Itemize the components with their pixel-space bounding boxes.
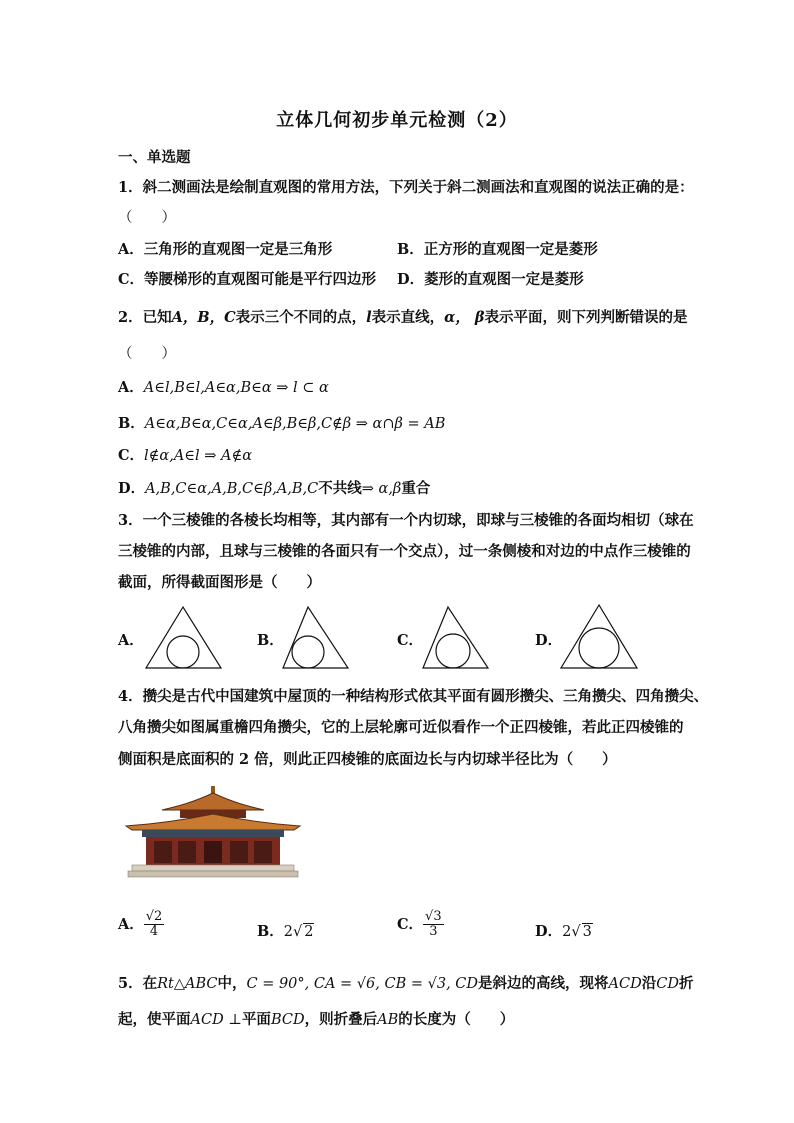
- q2-stem-pre: 2．已知: [118, 309, 172, 326]
- q4-option-d: D．2√ 3: [535, 923, 592, 940]
- door-5: [254, 841, 272, 863]
- q1-stem: [118, 176, 694, 197]
- triangle-shape: [561, 605, 637, 668]
- q1-stem-text: 1．斜二测画法是绘制直观图的常用方法，下列关于斜二测画法和直观图的说法正确的是：: [118, 179, 694, 196]
- q4-option-b: B．2√ 2: [257, 923, 314, 940]
- q5-post: 是斜边的高线，现将: [478, 975, 609, 992]
- q1-option-b: B．正方形的直观图一定是菱形: [397, 241, 598, 258]
- q4-line3: 侧面积是底面积的 2 倍，则此正四棱锥的底面边长与内切球半径比为（ ）: [118, 751, 617, 768]
- q4-option-b-coef: 2: [283, 924, 293, 940]
- q4-option-d-coef: 2: [562, 924, 572, 940]
- q4-option-c-fraction: [423, 910, 444, 940]
- q2-line-l: l: [366, 309, 372, 326]
- q3-option-c-label: C．: [397, 632, 424, 649]
- q4-option-c-label: C．: [397, 915, 424, 933]
- q2-stem-mid: 表示三个不同的点，: [235, 309, 367, 326]
- q5-line2-post: ，则折叠后: [304, 1011, 378, 1028]
- q1-paren: （ ）: [118, 210, 176, 226]
- q4-option-a: [118, 910, 164, 940]
- pavilion-photo: [124, 786, 302, 878]
- q3-option-b-label: B．: [257, 632, 284, 649]
- q5-triangle: Rt△ABC: [157, 976, 218, 992]
- q4-line1: 4．攒尖是古代中国建筑中屋顶的一种结构形式依其平面有圆形攒尖、三角攒尖、四角攒尖、: [118, 688, 709, 705]
- q4-option-d-radicand: 3: [582, 924, 592, 940]
- q2-stem-post: 表示平面，则下列判断错误的是: [484, 309, 688, 326]
- q2-option-d-math: A,B,C∈α,A,B,C∈β,A,B,C: [145, 481, 319, 497]
- q2-option-d-math2: ⇒ α,β: [361, 481, 402, 497]
- q2-option-c-label: C．: [118, 447, 145, 464]
- q2-stem: [118, 306, 688, 327]
- q4-option-b-radicand: 2: [304, 924, 314, 940]
- q4-option-a-fraction: [144, 910, 165, 940]
- q4-option-b-label: B．: [257, 923, 284, 940]
- door-4: [230, 841, 248, 863]
- door-2: [178, 841, 196, 863]
- q1-option-a: A．三角形的直观图一定是三角形: [118, 241, 333, 258]
- q2-option-c: [118, 444, 252, 465]
- q3-option-d-figure: [559, 603, 641, 671]
- upper-roof: [162, 793, 264, 810]
- q2-option-d-label: D．: [118, 480, 146, 497]
- q3-option-d-label: D．: [535, 632, 563, 649]
- q5-line1: [118, 972, 693, 993]
- triangle-shape: [146, 607, 221, 668]
- q3-line3: 截面，所得截面图形是（ ）: [118, 574, 321, 591]
- q2-points: A，B，C: [171, 309, 236, 326]
- door-3: [204, 841, 222, 863]
- q4-option-a-label: A．: [118, 915, 144, 933]
- q2-option-d-text2: 重合: [401, 480, 431, 497]
- q2-option-b-math: A∈α,B∈α,C∈α,A∈β,B∈β,C∉β ⇒ α∩β = AB: [144, 416, 446, 432]
- q5-mid: 中，: [217, 975, 247, 992]
- q3-line1: 3．一个三棱锥的各棱长均相等，其内部有一个内切球，即球与三棱锥的各面均相切（球在: [118, 512, 694, 529]
- q2-option-d-text: 不共线: [318, 480, 362, 497]
- q5-cd: CD: [656, 976, 679, 992]
- q5-line2-pre: 起，使平面: [118, 1011, 191, 1028]
- q4-option-c: [397, 910, 444, 940]
- q2-option-d: [118, 477, 430, 498]
- q5-pre: 5．在: [118, 975, 158, 992]
- eave-bracket: [142, 830, 284, 837]
- q3-option-c-figure: [421, 605, 491, 671]
- q3-option-a-label: A．: [118, 632, 144, 649]
- q5-conditions: C = 90°, CA = √6, CB = √3, CD: [246, 976, 479, 992]
- q1-option-c: C．等腰梯形的直观图可能是平行四边形: [118, 271, 377, 288]
- q5-plane2: BCD: [270, 1012, 305, 1028]
- door-1: [154, 841, 172, 863]
- q5-line2: [118, 1008, 514, 1029]
- fraction-denominator: 4: [149, 924, 159, 940]
- page-title: 立体几何初步单元检测（2）: [276, 110, 518, 131]
- q3-option-a-figure: [144, 605, 224, 671]
- q2-option-a: [118, 376, 329, 397]
- stone-platform: [132, 865, 294, 871]
- q4-option-d-label: D．: [535, 923, 563, 940]
- q3-line2: 三棱锥的内部，且球与三棱锥的各面只有一个交点），过一条侧棱和对边的中点作三棱锥的: [118, 543, 691, 560]
- q5-plane1: ACD ⊥: [190, 1012, 242, 1028]
- q5-along: 沿: [641, 975, 657, 992]
- inscribed-circle: [579, 628, 619, 668]
- q3-option-b-figure: [281, 605, 351, 671]
- stone-base: [128, 871, 298, 877]
- q2-option-b-label: B．: [118, 415, 145, 432]
- q2-planes: α， β: [444, 309, 485, 326]
- inscribed-circle: [167, 636, 199, 668]
- q2-stem-mid2: 表示直线，: [371, 309, 445, 326]
- fraction-numerator: √2: [145, 909, 163, 924]
- inscribed-circle: [292, 636, 324, 668]
- q2-option-c-math: l∉α,A∈l ⇒ A∉α: [144, 448, 253, 464]
- q1-option-d: D．菱形的直观图一定是菱形: [397, 271, 584, 288]
- section-heading: 一、单选题: [118, 149, 191, 166]
- q5-ab: AB: [377, 1012, 399, 1028]
- fraction-denominator: 3: [429, 924, 438, 940]
- lower-roof: [126, 814, 300, 830]
- inscribed-circle: [436, 634, 470, 668]
- triangle-shape: [423, 607, 488, 668]
- q2-option-a-math: A∈l,B∈l,A∈α,B∈α ⇒ l ⊂ α: [143, 380, 329, 396]
- q2-option-b: [118, 412, 445, 433]
- q5-acd: ACD: [608, 976, 642, 992]
- q5-fold: 折: [678, 975, 694, 992]
- q5-line2-end: 的长度为（ ）: [398, 1011, 515, 1028]
- q2-option-a-label: A．: [118, 379, 144, 396]
- q5-plane-text: 平面: [241, 1011, 271, 1028]
- q4-line2: 八角攒尖如图属重檐四角攒尖，它的上层轮廓可近似看作一个正四棱锥，若此正四棱锥的: [118, 719, 684, 736]
- fraction-numerator: √3: [425, 909, 442, 924]
- q2-paren: （ ）: [118, 346, 176, 362]
